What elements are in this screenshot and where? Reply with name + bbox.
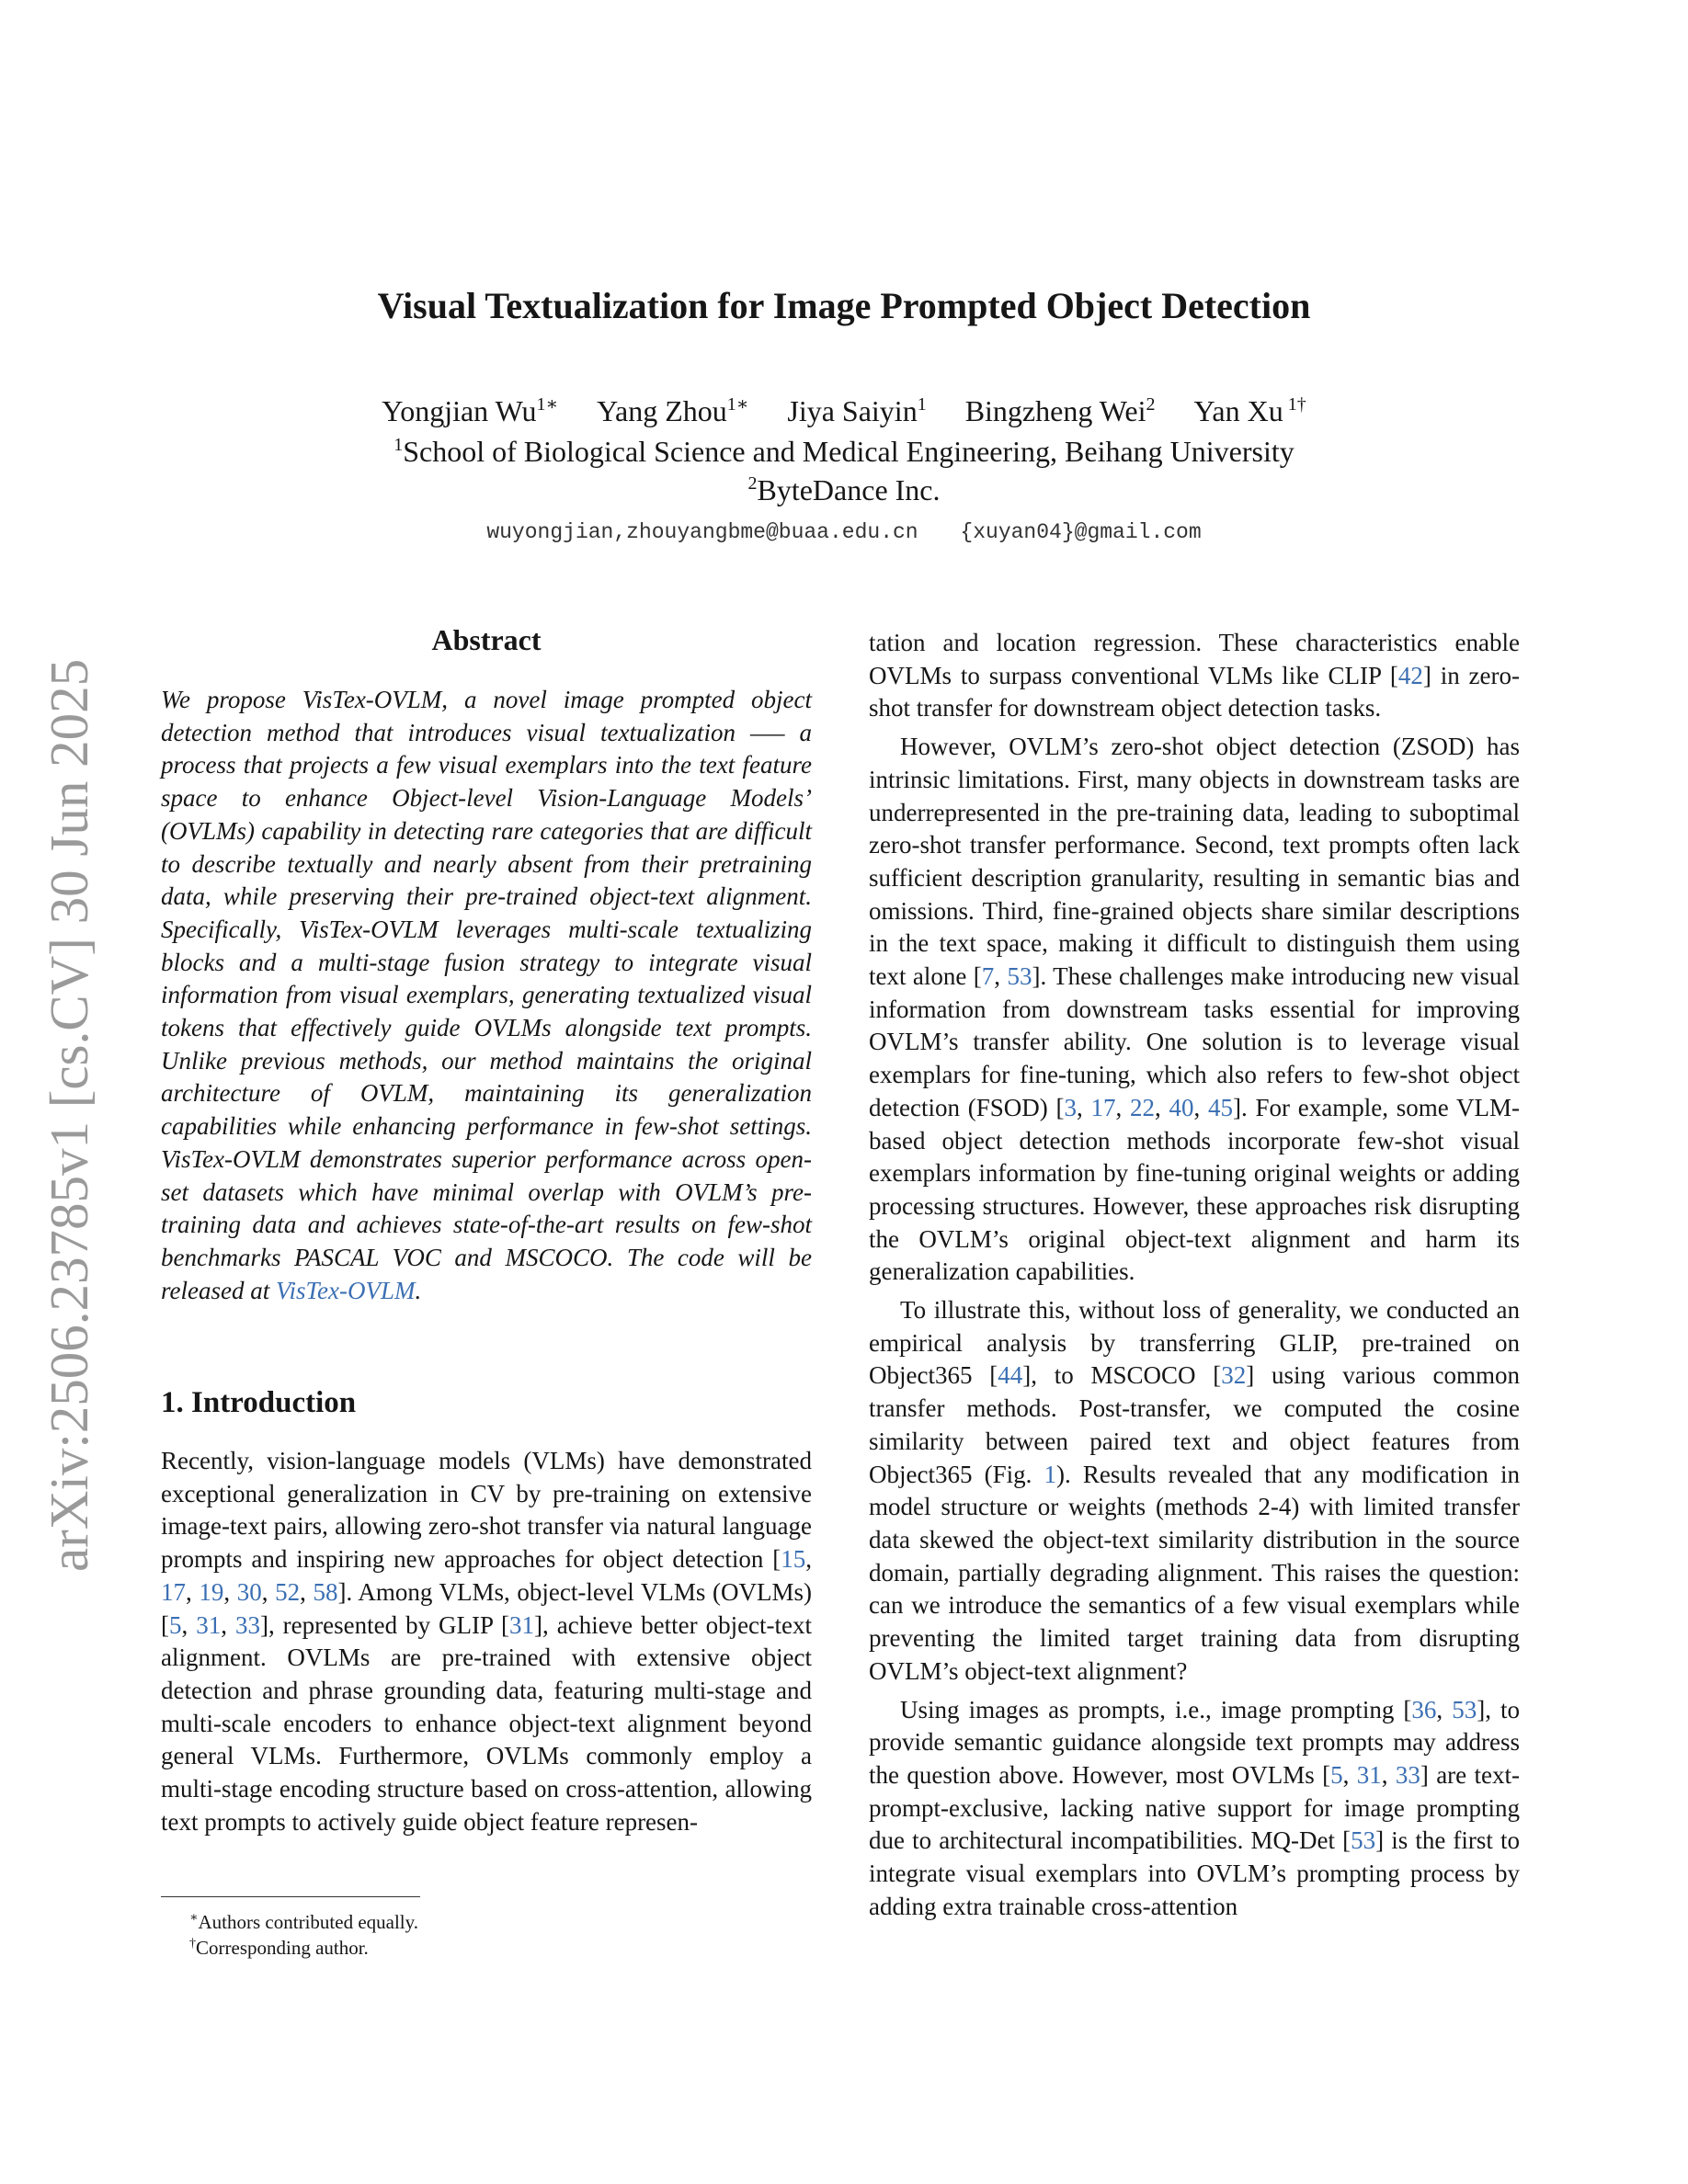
author-name: Yongjian Wu <box>382 394 537 427</box>
footnote <box>189 1936 369 1961</box>
intro-paragraph-1-continued <box>869 627 1520 725</box>
body-text: ] is the first to integrate visual exemplars into OVLM’s prompting process by adding extra trainable cross-attention <box>869 1826 1520 1920</box>
citation-link[interactable]: 52 <box>275 1577 301 1606</box>
author-affiliation-mark: 1 <box>917 394 927 415</box>
citation-link[interactable]: 31 <box>1356 1760 1382 1789</box>
body-text: ], represented by GLIP [ <box>259 1610 510 1639</box>
citation-link[interactable]: 5 <box>169 1610 182 1639</box>
citation-separator: , <box>300 1577 314 1606</box>
citation-link[interactable]: 58 <box>313 1577 338 1606</box>
footnote-text: Corresponding author. <box>196 1937 369 1959</box>
affiliation <box>0 432 1688 471</box>
citation-link[interactable]: 36 <box>1411 1695 1437 1723</box>
code-release-link[interactable]: VisTex-OVLM <box>275 1276 416 1304</box>
citation-separator: , <box>994 962 1008 991</box>
footnote-divider <box>161 1896 420 1897</box>
affiliation-mark: 1 <box>393 435 404 455</box>
abstract-text <box>161 684 812 1307</box>
citation-link[interactable]: 15 <box>781 1545 806 1574</box>
email-address: {xuyan04}@gmail.com <box>960 520 1202 544</box>
body-text: ] in zero-shot transfer for downstream object detection tasks. <box>869 661 1520 722</box>
citation-link[interactable]: 32 <box>1221 1361 1247 1390</box>
footnote-mark: † <box>189 1937 196 1951</box>
citation-separator: , <box>1193 1093 1209 1121</box>
author-name: Yang Zhou <box>597 394 727 427</box>
body-text: ] using various common transfer methods. Post-transfer, we computed the cosine similarity between paired text and object features from Object365 (Fig. <box>869 1361 1520 1488</box>
citation-separator: , <box>221 1610 235 1639</box>
arxiv-identifier-stamp[interactable]: arXiv:2506.23785v1 [cs.CV] 30 Jun 2025 <box>39 658 99 1572</box>
intro-paragraph-3 <box>869 1294 1520 1688</box>
citation-link[interactable]: 42 <box>1397 661 1423 689</box>
citation-link[interactable]: 5 <box>1330 1760 1343 1789</box>
citation-link[interactable]: 31 <box>509 1610 535 1639</box>
citation-link[interactable]: 7 <box>981 962 995 991</box>
citation-link[interactable]: 17 <box>1090 1093 1116 1121</box>
citation-link[interactable]: 33 <box>234 1610 260 1639</box>
author <box>965 391 1156 431</box>
paper-title: Visual Textualization for Image Prompted Object Detection <box>377 285 1311 326</box>
citation-link[interactable]: 45 <box>1208 1093 1234 1121</box>
abstract-body-text: We propose VisTex-OVLM, a novel image prompted object detection method that introduces visual textualization —– a process that projects a few visual exemplars into the text feature space to enhance Object-level Vision-Language Models’ (OVLMs) capability in detecting rare categories that are difficult to describe textually and nearly absent from their pretraining data, while preserving their pre-trained object-text alignment. Specifically, VisTex-OVLM leverages multi-scale textualizing blocks and a multi-stage fusion strategy to integrate visual information from visual exemplars, generating textualized visual tokens that effectively guide OVLMs alongside text prompts. Unlike previous methods, our method maintains the original architecture of OVLM, maintaining its generalization capabilities while enhancing performance in few-shot settings. VisTex-OVLM demonstrates superior performance across open-set datasets which have minimal overlap with OVLM’s pre-training data and achieves state-of-the-art results on few-shot benchmarks PASCAL VOC and MSCOCO. The code will be released at <box>161 686 812 1304</box>
abstract-end-punctuation: . <box>415 1276 422 1304</box>
author <box>787 391 926 431</box>
intro-paragraph-4 <box>869 1694 1520 1924</box>
citation-separator: , <box>1342 1760 1357 1789</box>
body-text: ). Results revealed that any modification in model structure or weights (methods 2-4) with limited transfer data skewed the object-text similarity distribution in the source domain, partially degrading alignment. This raises the question: can we introduce the semantics of a few visual exemplars while preventing the limited target training data from disrupting OVLM’s object-text alignment? <box>869 1460 1520 1685</box>
citation-separator: , <box>805 1545 812 1574</box>
author-affiliation-mark: 1∗ <box>726 394 749 415</box>
body-text: Using images as prompts, i.e., image prompting [ <box>900 1695 1412 1723</box>
citation-separator: , <box>1155 1093 1169 1121</box>
intro-paragraph-1 <box>161 1445 812 1838</box>
body-text: ], to MSCOCO [ <box>1022 1361 1222 1390</box>
citation-link[interactable]: 53 <box>1351 1826 1376 1855</box>
footnote-mark: ∗ <box>189 1911 199 1925</box>
author-affiliation-mark: 1† <box>1283 394 1306 415</box>
citation-separator: , <box>1076 1093 1091 1121</box>
citation-link[interactable]: 44 <box>998 1361 1023 1390</box>
citation-separator: , <box>1436 1695 1453 1723</box>
author <box>1193 391 1306 431</box>
citation-separator: , <box>1115 1093 1131 1121</box>
citation-link[interactable]: 3 <box>1064 1093 1077 1121</box>
citation-link[interactable]: 17 <box>161 1577 186 1606</box>
figure-reference-link[interactable]: 1 <box>1044 1460 1057 1488</box>
citation-separator: , <box>1381 1760 1396 1789</box>
body-text: To illustrate this, without loss of generality, we conducted an empirical analysis by transferring GLIP, pre-trained on Object365 [ <box>869 1296 1520 1390</box>
intro-paragraph-2 <box>869 731 1520 1289</box>
citation-separator: , <box>181 1610 197 1639</box>
affiliation-text: ByteDance Inc. <box>757 473 941 506</box>
body-text: ]. For example, some VLM-based object detection methods incorporate few-shot visual exemplars information by fine-tuning original weights or adding processing structures. However, these approaches risk disrupting the OVLM’s original object-text alignment and harm its generalization capabilities. <box>869 1093 1521 1286</box>
citation-separator: , <box>261 1577 276 1606</box>
body-text: ], achieve better object-text alignment. OVLMs are pre-trained with extensive object detection and phrase grounding data, featuring multi-stage and multi-scale encoders to enhance object-text alignment beyond general VLMs. Furthermore, OVLMs commonly employ a multi-stage encoding structure based on cross-attention, allowing text prompts to actively guide object feature represen- <box>161 1610 813 1836</box>
right-column <box>869 627 1520 1928</box>
body-text: ]. Among VLMs, object-level VLMs (OVLMs) [ <box>161 1577 813 1639</box>
citation-link[interactable]: 30 <box>236 1577 262 1606</box>
citation-link[interactable]: 31 <box>196 1610 222 1639</box>
introduction-heading: 1. Introduction <box>161 1386 357 1419</box>
citation-link[interactable]: 33 <box>1395 1760 1420 1789</box>
author-emails <box>0 516 1688 549</box>
citation-link[interactable]: 22 <box>1130 1093 1156 1121</box>
author-affiliation-mark: 1∗ <box>536 394 559 415</box>
affiliation <box>0 471 1688 509</box>
citation-separator: , <box>186 1577 200 1606</box>
footnote-text: Authors contributed equally. <box>198 1911 419 1933</box>
author <box>382 391 558 431</box>
citation-link[interactable]: 40 <box>1169 1093 1194 1121</box>
citation-link[interactable]: 53 <box>1007 962 1032 991</box>
body-text: Recently, vision-language models (VLMs) have demonstrated exceptional generalization in CV by pre-training on extensive image-text pairs, allowing zero-shot transfer via natural language prompts and inspiring new approaches for object detection [ <box>161 1447 812 1574</box>
abstract-section <box>161 618 812 1307</box>
body-text: ] are text-prompt-exclusive, lacking native support for image prompting due to architectural incompatibilities. MQ-Det [ <box>869 1760 1521 1855</box>
footnote <box>189 1910 418 1935</box>
body-text: ]. These challenges make introducing new visual information from downstream tasks essential for improving OVLM’s transfer ability. One solution is to leverage visual exemplars for fine-tuning, which also refers to few-shot object detection (FSOD) [ <box>869 962 1521 1121</box>
author-list <box>0 391 1688 431</box>
author-affiliation-mark: 2 <box>1146 394 1156 415</box>
affiliation-mark: 2 <box>747 473 758 494</box>
author-name: Bingzheng Wei <box>964 394 1146 427</box>
citation-link[interactable]: 19 <box>199 1577 224 1606</box>
citation-link[interactable]: 53 <box>1452 1695 1477 1723</box>
citation-separator: , <box>223 1577 237 1606</box>
author-name: Yan Xu <box>1193 394 1283 427</box>
body-text: tation and location regression. These characteristics enable OVLMs to surpass conventional VLMs like CLIP [ <box>869 629 1520 689</box>
author-name: Jiya Saiyin <box>787 394 918 427</box>
body-text: ], to provide semantic guidance alongside text prompts may address the question above. However, most OVLMs [ <box>869 1695 1521 1789</box>
author <box>597 391 748 431</box>
email-address: wuyongjian,zhouyangbme@buaa.edu.cn <box>486 520 918 544</box>
affiliation-text: School of Biological Science and Medical Engineering, Beihang University <box>403 435 1295 468</box>
abstract-heading: Abstract <box>431 623 542 656</box>
body-text: However, OVLM’s zero-shot object detection (ZSOD) has intrinsic limitations. First, many objects in downstream tasks are underrepresented in the pre-training data, leading to suboptimal zero-shot transfer performance. Second, text prompts often lack sufficient description granularity, resulting in semantic bias and omissions. Third, fine-grained objects share similar descriptions in the text space, making it difficult to distinguish them using text alone [ <box>869 733 1520 991</box>
